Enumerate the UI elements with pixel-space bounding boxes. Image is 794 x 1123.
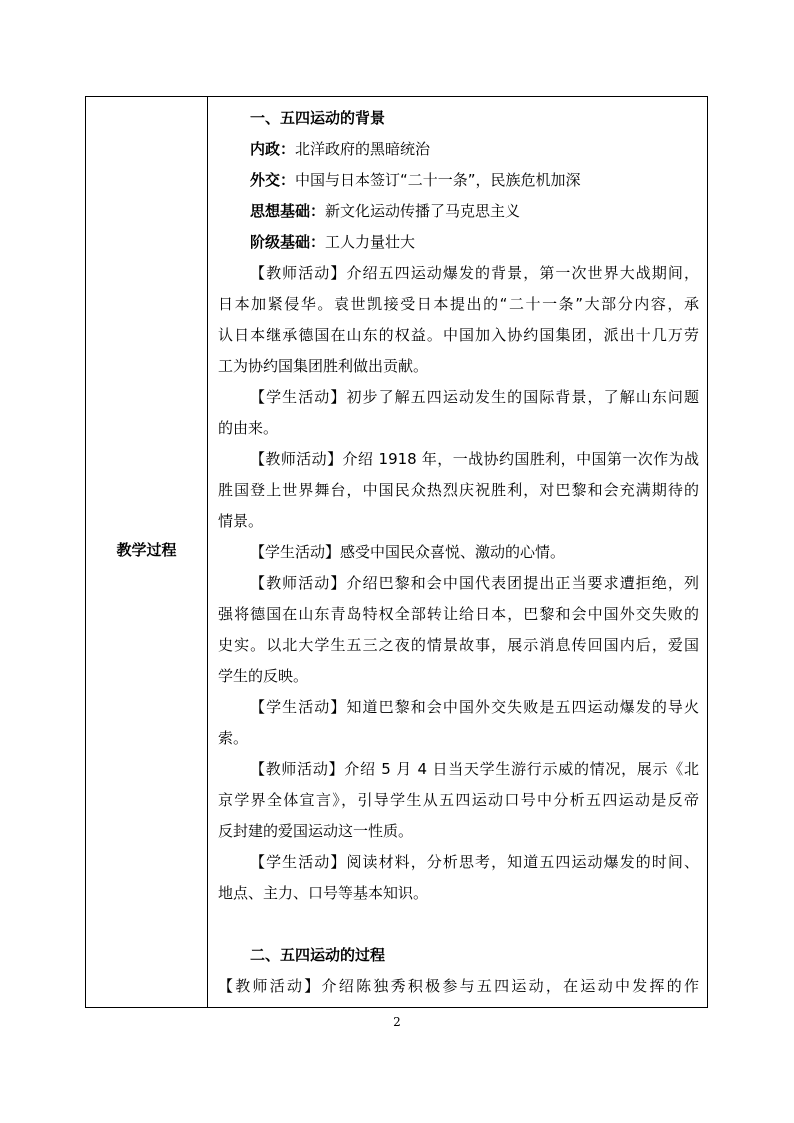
row-label-cell: [86, 97, 208, 1007]
paragraph-line: 的由来。: [218, 419, 279, 437]
background-item-text: 新文化运动传播了马克思主义: [325, 202, 521, 220]
paragraph-line: 【教师活动】介绍陈独秀积极参与五四运动，在运动中发挥的作: [218, 977, 699, 995]
section-heading: 二、五四运动的过程: [250, 946, 386, 964]
section-heading: 一、五四运动的背景: [250, 109, 386, 127]
paragraph-line: 学生的反映。: [218, 667, 309, 685]
background-item-label: 思想基础：: [250, 202, 326, 220]
background-item-label: 内政：: [250, 140, 296, 158]
background-item: [218, 134, 699, 165]
background-item-text: 中国与日本签订“二十一条”，民族危机加深: [295, 171, 581, 189]
paragraph-line: 情景。: [218, 512, 264, 530]
paragraph-line: 【教师活动】介绍巴黎和会中国代表团提出正当要求遭拒绝，列: [250, 574, 699, 592]
background-item-label: 阶级基础：: [250, 233, 326, 251]
paragraph-line: 日本加紧侵华。袁世凯接受日本提出的“二十一条”大部分内容，承: [218, 295, 699, 313]
paragraph-line: 索。: [218, 729, 249, 747]
page-number: 2: [393, 1015, 401, 1029]
paragraph-line: 【学生活动】阅读材料，分析思考，知道五四运动爆发的时间、: [250, 853, 699, 871]
blank-line: [218, 909, 699, 940]
paragraph-line: 【教师活动】介绍 5 月 4 日当天学生游行示威的情况，展示《北: [250, 760, 699, 778]
paragraph-line: 认日本继承德国在山东的权益。中国加入协约国集团，派出十几万劳: [218, 326, 699, 344]
paragraph-line: 【教师活动】介绍五四运动爆发的背景，第一次世界大战期间，: [250, 264, 699, 282]
paragraph-line: 地点、主力、口号等基本知识。: [218, 884, 429, 902]
paragraph-line: 史实。以北大学生五三之夜的情景故事，展示消息传回国内后，爱国: [218, 636, 699, 654]
lesson-plan-table: [85, 96, 708, 1008]
paragraph-line: 强将德国在山东青岛特权全部转让给日本，巴黎和会中国外交失败的: [218, 605, 699, 623]
background-item: [218, 227, 699, 258]
background-item: [218, 196, 699, 227]
paragraph-line: 工为协约国集团胜利做出贡献。: [218, 357, 429, 375]
content-cell: [208, 97, 707, 1007]
paragraph-line: 【学生活动】感受中国民众喜悦、激动的心情。: [250, 543, 566, 561]
paragraph-line: 【教师活动】介绍 1918 年，一战协约国胜利，中国第一次作为战: [250, 450, 699, 468]
background-item: [218, 165, 699, 196]
background-item-label: 外交：: [250, 171, 296, 189]
paragraph-line: 胜国登上世界舞台，中国民众热烈庆祝胜利，对巴黎和会充满期待的: [218, 481, 699, 499]
background-item-text: 北洋政府的黑暗统治: [295, 140, 431, 158]
paragraph-line: 【学生活动】初步了解五四运动发生的国际背景，了解山东问题: [250, 388, 699, 406]
row-label-teaching-process: 教学过程: [116, 541, 177, 559]
background-item-text: 工人力量壮大: [325, 233, 416, 251]
paragraph-line: 京学界全体宣言》，引导学生从五四运动口号中分析五四运动是反帝: [218, 791, 699, 809]
paragraph-line: 反封建的爱国运动这一性质。: [218, 822, 414, 840]
paragraph-line: 【学生活动】知道巴黎和会中国外交失败是五四运动爆发的导火: [250, 698, 699, 716]
